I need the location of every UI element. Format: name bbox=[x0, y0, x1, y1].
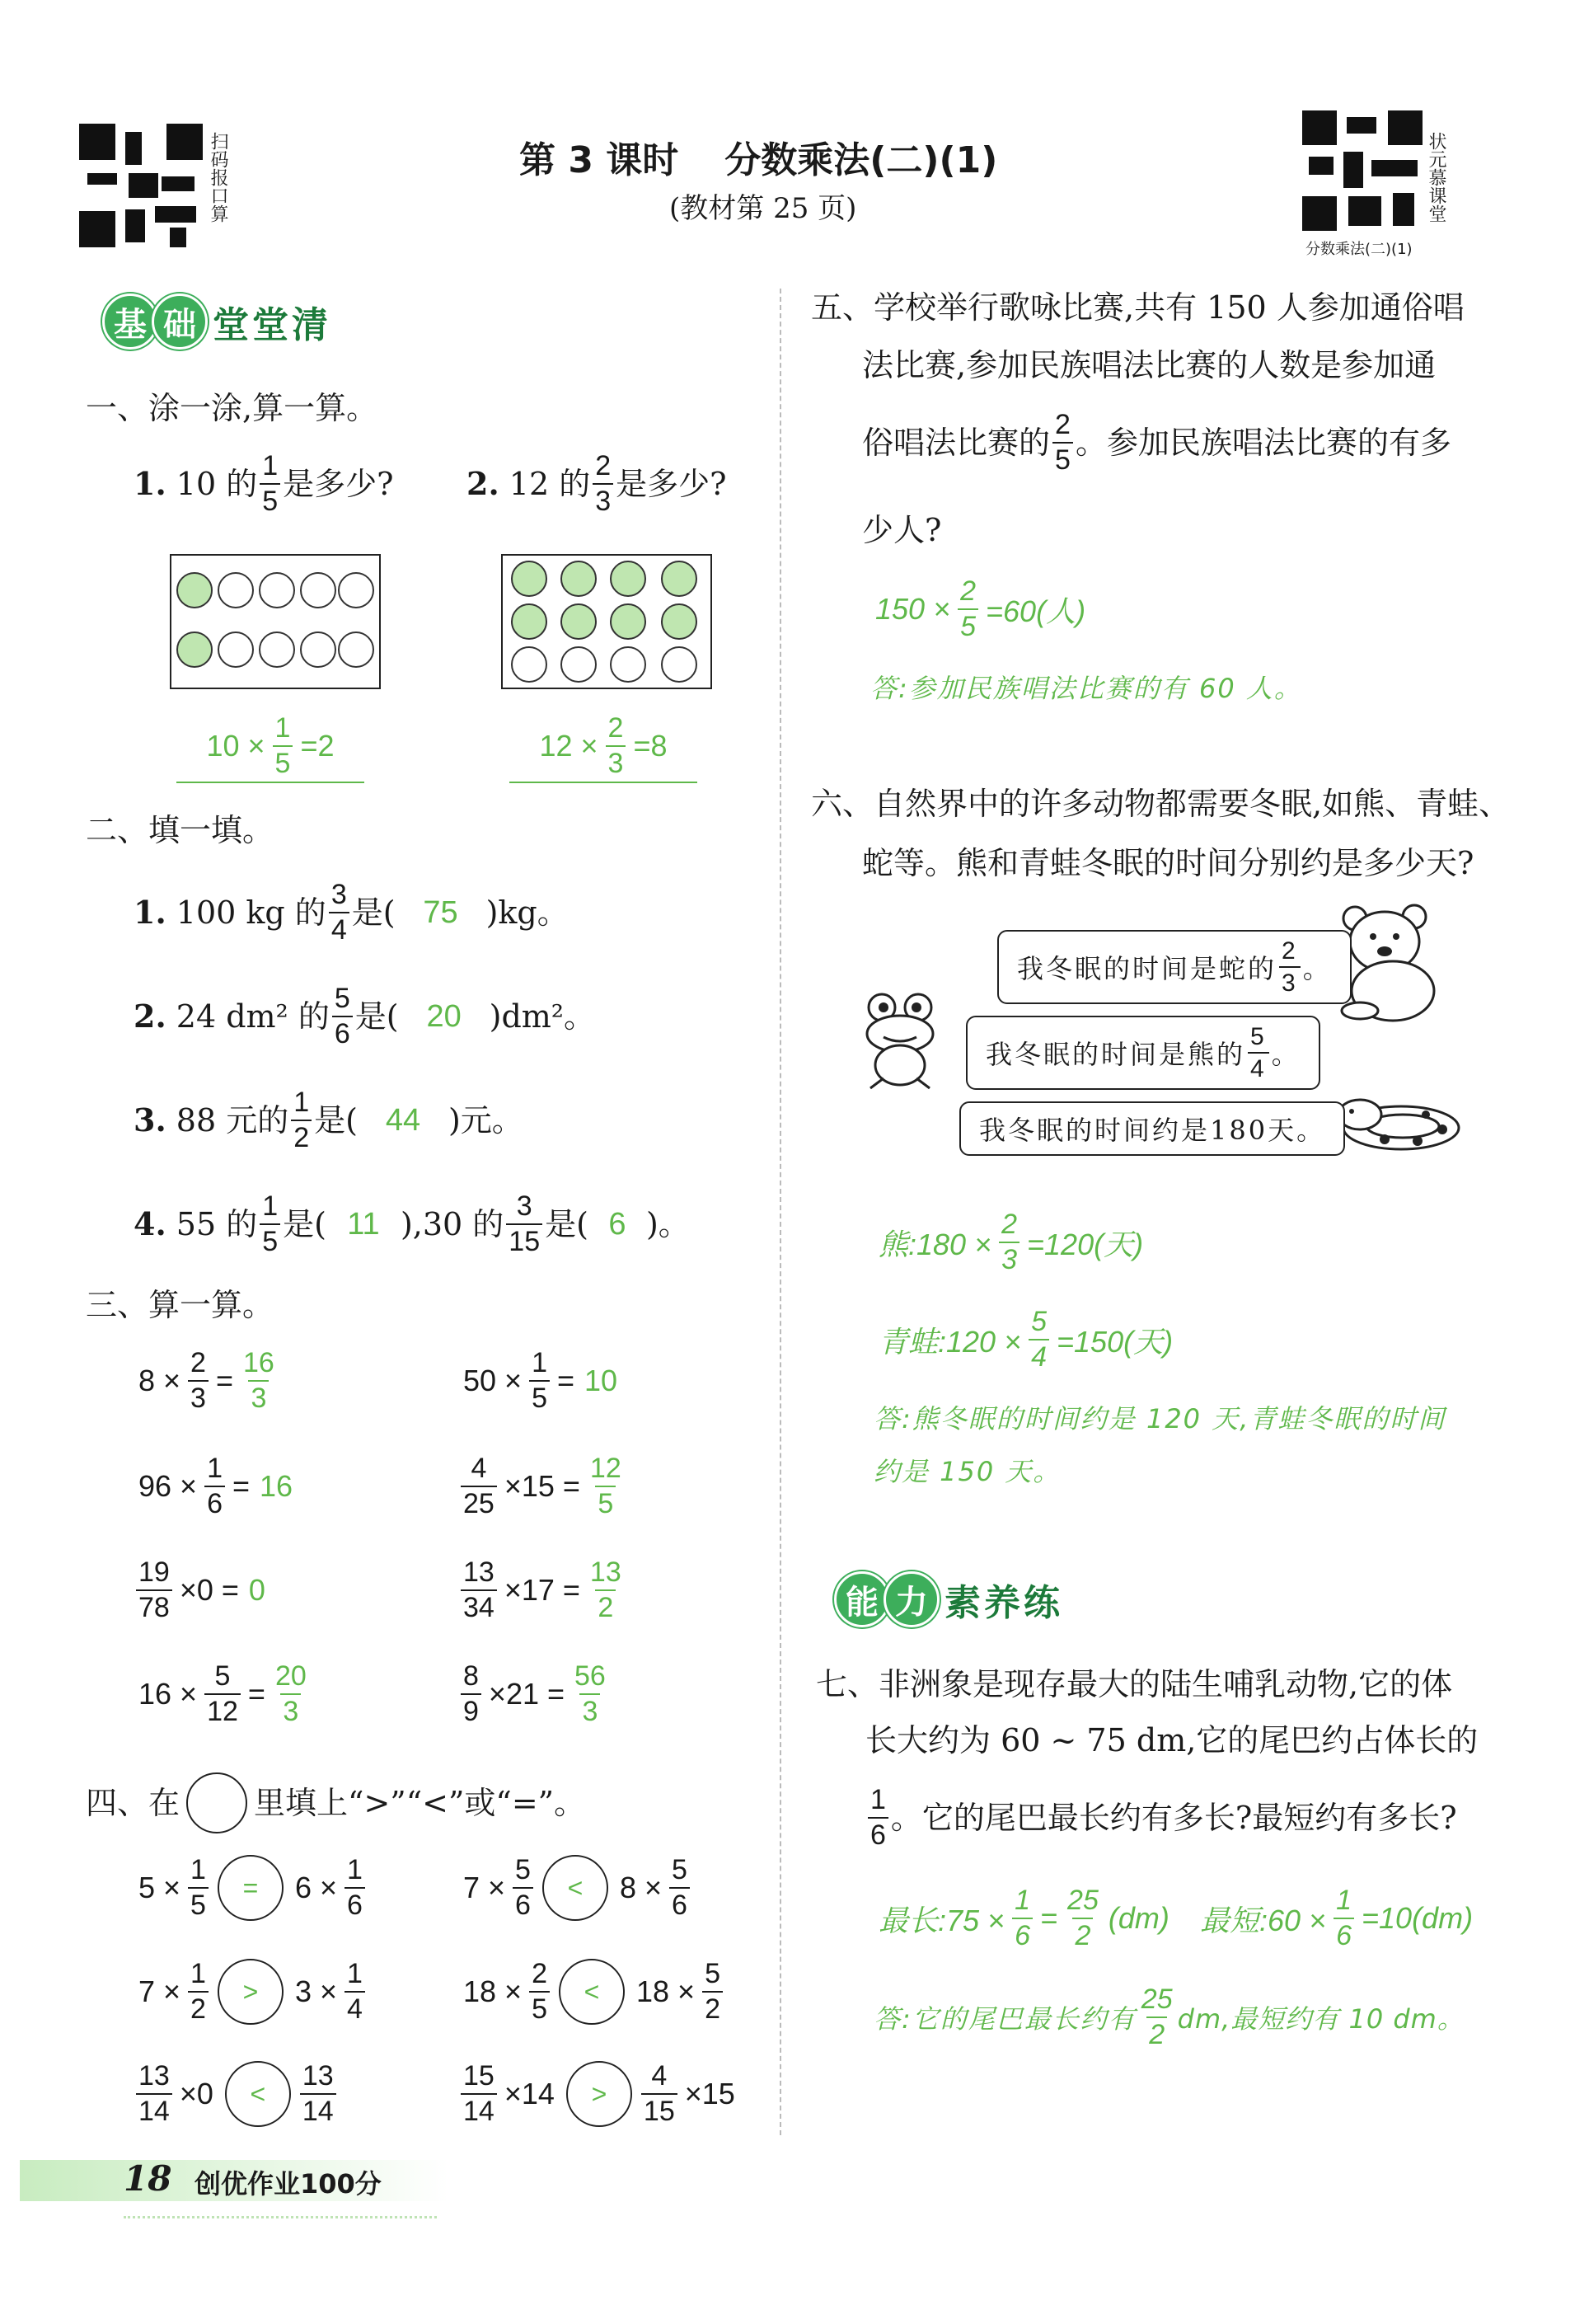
dot[interactable] bbox=[560, 561, 597, 597]
dot[interactable] bbox=[300, 631, 336, 668]
q6-bear-calc: 熊:180 × $\frac{2}{3}$ =120(天) bbox=[879, 1209, 1144, 1275]
dot-grid-1 bbox=[170, 554, 381, 689]
dot[interactable] bbox=[176, 631, 213, 668]
q5-answer: 答:参加民族唱法比赛的有 60 人。 bbox=[870, 673, 1302, 704]
q2-heading: 二、填一填。 bbox=[86, 812, 274, 848]
q6-answer-1: 答:熊冬眠的时间约是 120 天,青蛙冬眠的时间 bbox=[874, 1403, 1446, 1434]
dot[interactable] bbox=[661, 561, 697, 597]
compare-answer[interactable]: < bbox=[225, 2061, 291, 2127]
q1-problem-2: 2. 12 的 $\frac{2}{3}$ 是多少? bbox=[466, 450, 727, 517]
dot[interactable] bbox=[560, 646, 597, 683]
answer-value: 44 bbox=[385, 1103, 421, 1139]
dot[interactable] bbox=[218, 572, 254, 608]
q5-line-4: 少人? bbox=[862, 512, 942, 548]
compare-answer[interactable]: > bbox=[566, 2061, 632, 2127]
q5-line-1: 五、学校举行歌咏比赛,共有 150 人参加通俗唱 bbox=[811, 289, 1465, 326]
q1-problem-1: 1. 10 的 $\frac{1}{5}$ 是多少? bbox=[134, 450, 394, 517]
dot[interactable] bbox=[661, 603, 697, 640]
dot[interactable] bbox=[610, 561, 646, 597]
section-banner-basic: 基 础 堂堂清 bbox=[102, 293, 331, 350]
q1-answer-2: 12 × $\frac{2}{3}$ =8 bbox=[509, 714, 697, 783]
qr-left-label: 扫码报口算 bbox=[208, 132, 228, 223]
qr-right-caption: 分数乘法(二)(1) bbox=[1305, 241, 1413, 258]
q3-heading: 三、算一算。 bbox=[86, 1287, 274, 1323]
dot[interactable] bbox=[338, 572, 374, 608]
q3-calc-r3r: $\frac{13}{34}$ ×17 = $\frac{13}{2}$ bbox=[458, 1558, 626, 1622]
lesson-number: 第 3 课时 bbox=[519, 139, 679, 181]
compare-answer[interactable]: = bbox=[218, 1855, 284, 1921]
dot[interactable] bbox=[610, 603, 646, 640]
q4-compare-2l: 7 × $\frac{1}{2}$ > 3 × $\frac{1}{4}$ bbox=[134, 1959, 368, 2025]
column-divider bbox=[780, 289, 781, 2135]
textbook-reference: (教材第 25 页) bbox=[669, 192, 857, 225]
snake-illustration bbox=[1327, 1090, 1467, 1156]
frog-illustration bbox=[859, 989, 941, 1096]
compare-answer[interactable]: < bbox=[559, 1959, 625, 2025]
dot[interactable] bbox=[259, 631, 295, 668]
q6-line-2: 蛇等。熊和青蛙冬眠的时间分别约是多少天? bbox=[862, 845, 1474, 881]
frog-speech-bubble: 我冬眠的时间是熊的 $\frac{5}{4}$ 。 bbox=[966, 1016, 1320, 1090]
answer-value: 6 bbox=[608, 1207, 626, 1242]
dot[interactable] bbox=[176, 572, 213, 608]
bear-speech-bubble: 我冬眠的时间是蛇的 $\frac{2}{3}$ 。 bbox=[997, 930, 1352, 1004]
q5-line-2: 法比赛,参加民族唱法比赛的人数是参加通 bbox=[862, 347, 1437, 383]
qr-code-left[interactable] bbox=[79, 124, 203, 247]
answer-value: 20 bbox=[426, 999, 462, 1035]
footer-dots bbox=[124, 2216, 437, 2218]
brand-name: 创优作业100分 bbox=[195, 2168, 382, 2200]
dot[interactable] bbox=[300, 572, 336, 608]
q4-heading: 四、在 里填上“>”“<”或“=”。 bbox=[86, 1772, 585, 1833]
q5-calculation: 150 × $\frac{2}{5}$ =60(人) bbox=[875, 575, 1086, 642]
q2-item-2: 2. 24 dm² 的 $\frac{5}{6}$ 是( 20 )dm²。 bbox=[134, 983, 596, 1049]
q4-compare-1r: 7 × $\frac{5}{6}$ < 8 × $\frac{5}{6}$ bbox=[458, 1855, 692, 1921]
compare-circle-icon bbox=[186, 1772, 247, 1833]
dot[interactable] bbox=[610, 646, 646, 683]
dot-grid-2 bbox=[501, 554, 712, 689]
compare-answer[interactable]: > bbox=[218, 1959, 284, 2025]
answer-value: 75 bbox=[423, 895, 458, 931]
q1-answer-1: 10 × $\frac{1}{5}$ =2 bbox=[176, 714, 364, 783]
q2-item-3: 3. 88 元的 $\frac{1}{2}$ 是( 44 )元。 bbox=[134, 1087, 523, 1153]
dot[interactable] bbox=[511, 646, 547, 683]
section-banner-ability: 能 力 素养练 bbox=[834, 1571, 1063, 1627]
q2-item-4: 4. 55 的 $\frac{1}{5}$ 是( 11 ),30 的 $\frac{3}{15}$ 是( 6 )。 bbox=[134, 1190, 690, 1257]
q3-calc-r4r: $\frac{8}{9}$ ×21 = $\frac{56}{3}$ bbox=[458, 1662, 611, 1726]
q3-calc-r2r: $\frac{4}{25}$ ×15 = $\frac{12}{5}$ bbox=[458, 1454, 626, 1519]
snake-speech-bubble: 我冬眠的时间约是180天。 bbox=[959, 1101, 1345, 1156]
dot[interactable] bbox=[511, 603, 547, 640]
qr-code-right[interactable] bbox=[1302, 110, 1423, 231]
dot[interactable] bbox=[511, 561, 547, 597]
q4-compare-2r: 18 × $\frac{2}{5}$ < 18 × $\frac{5}{2}$ bbox=[458, 1959, 725, 2025]
lesson-title: 分数乘法(二)(1) bbox=[724, 139, 998, 181]
q3-calc-r1l: 8 × $\frac{2}{3}$ = $\frac{16}{3}$ bbox=[138, 1347, 274, 1414]
q7-shortest-calc: 最短:60 × $\frac{1}{6}$ =10(dm) bbox=[1200, 1885, 1474, 1951]
q4-compare-1l: 5 × $\frac{1}{5}$ = 6 × $\frac{1}{6}$ bbox=[134, 1855, 368, 1921]
q7-line-2: 长大约为 60 ~ 75 dm,它的尾巴约占体长的 bbox=[865, 1722, 1479, 1758]
q7-answer: 答:它的尾巴最长约有 $\frac{25}{2}$ dm,最短约有 10 dm。 bbox=[874, 1984, 1465, 2050]
page-number: 18 bbox=[124, 2158, 172, 2199]
page-title bbox=[519, 130, 997, 183]
q6-line-1: 六、自然界中的许多动物都需要冬眠,如熊、青蛙、 bbox=[811, 786, 1511, 822]
dot[interactable] bbox=[560, 603, 597, 640]
q7-line-1: 七、非洲象是现存最大的陆生哺乳动物,它的体 bbox=[816, 1666, 1453, 1702]
compare-answer[interactable]: < bbox=[542, 1855, 608, 1921]
dot[interactable] bbox=[259, 572, 295, 608]
q4-compare-3r: $\frac{15}{14}$ ×14 > $\frac{4}{15}$ ×15 bbox=[458, 2061, 740, 2127]
q5-line-3: 俗唱法比赛的 $\frac{2}{5}$ 。参加民族唱法比赛的有多 bbox=[862, 409, 1451, 476]
qr-right-label: 状元慕课堂 bbox=[1426, 132, 1446, 223]
q7-line-3: $\frac{1}{6}$ 。它的尾巴最长约有多长?最短约有多长? bbox=[865, 1786, 1457, 1850]
q1-heading: 一、涂一涂,算一算。 bbox=[86, 390, 378, 426]
q4-compare-3l: $\frac{13}{14}$ ×0 < $\frac{13}{14}$ bbox=[134, 2061, 339, 2127]
q3-calc-r2l: 96 × $\frac{1}{6}$ = 16 bbox=[138, 1453, 293, 1519]
q6-answer-2: 约是 150 天。 bbox=[874, 1456, 1062, 1487]
dot[interactable] bbox=[661, 646, 697, 683]
dot[interactable] bbox=[338, 631, 374, 668]
dot[interactable] bbox=[218, 631, 254, 668]
q2-item-1: 1. 100 kg 的 $\frac{3}{4}$ 是( 75 )kg。 bbox=[134, 879, 569, 946]
q3-calc-r1r: 50 × $\frac{1}{5}$ = 10 bbox=[463, 1347, 618, 1414]
q6-frog-calc: 青蛙:120 × $\frac{5}{4}$ =150(天) bbox=[879, 1306, 1174, 1373]
q3-calc-r4l: 16 × $\frac{5}{12}$ = $\frac{20}{3}$ bbox=[138, 1660, 307, 1727]
answer-value: 11 bbox=[347, 1207, 380, 1242]
q7-longest-calc: 最长:75 × $\frac{1}{6}$ = $\frac{25}{2}$ (dm) bbox=[879, 1885, 1169, 1951]
q3-calc-r3l: $\frac{19}{78}$ ×0 = 0 bbox=[134, 1558, 270, 1622]
